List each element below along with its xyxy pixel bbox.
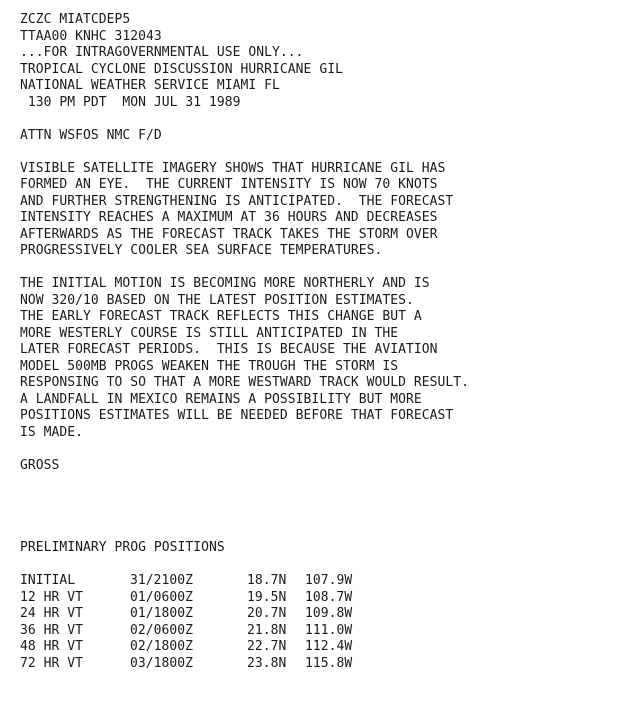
paragraph-line: PROGRESSIVELY COOLER SEA SURFACE TEMPERATURES. <box>20 243 383 258</box>
prog-positions-table <box>20 573 620 672</box>
prog-time: 01/0600Z <box>130 589 194 605</box>
attn-line: ATTN WSFOS NMC F/D <box>20 127 162 143</box>
prog-time: 02/1800Z <box>130 639 194 654</box>
prog-lon: 112.4W <box>305 639 353 654</box>
discussion-document <box>20 12 620 672</box>
table-row <box>20 623 620 640</box>
spacer <box>20 144 620 161</box>
header-line: NATIONAL WEATHER SERVICE MIAMI FL <box>20 78 280 93</box>
paragraph-line: MODEL 500MB PROGS WEAKEN THE TROUGH THE STORM IS <box>20 358 399 374</box>
prog-lon: 115.8W <box>305 655 353 671</box>
table-row <box>20 639 620 656</box>
paragraph-line: THE EARLY FORECAST TRACK REFLECTS THIS CHANGE BUT A <box>20 309 422 324</box>
prog-lon: 108.7W <box>305 589 353 605</box>
header-block <box>20 12 620 111</box>
table-row <box>20 590 620 607</box>
paragraph-motion <box>20 276 620 441</box>
paragraph-line: A LANDFALL IN MEXICO REMAINS A POSSIBILITY BUT MORE <box>20 391 422 407</box>
table-row <box>20 606 620 623</box>
spacer <box>20 474 620 524</box>
header-line: TTAA00 KNHC 312043 <box>20 28 162 44</box>
paragraph-line: THE INITIAL MOTION IS BECOMING MORE NORTHERLY AND IS <box>20 276 430 291</box>
prog-label: 12 HR VT <box>20 589 84 605</box>
prog-lon: 107.9W <box>305 573 353 588</box>
paragraph-intensity <box>20 161 620 260</box>
prog-time: 02/0600Z <box>130 622 194 638</box>
paragraph-line: FORMED AN EYE. THE CURRENT INTENSITY IS NOW 70 KNOTS <box>20 177 438 192</box>
paragraph-line: LATER FORECAST PERIODS. THIS IS BECAUSE THE AVIATION <box>20 342 438 357</box>
table-row <box>20 573 620 590</box>
prog-label: 48 HR VT <box>20 639 84 654</box>
paragraph-line: AFTERWARDS AS THE FORECAST TRACK TAKES THE STORM OVER <box>20 226 438 242</box>
paragraph-line: POSITIONS ESTIMATES WILL BE NEEDED BEFORE THAT FORECAST <box>20 408 454 423</box>
paragraph-line: IS MADE. <box>20 424 84 440</box>
prog-label: INITIAL <box>20 573 76 588</box>
prog-lat: 19.5N <box>247 589 287 605</box>
prog-label: 72 HR VT <box>20 655 84 671</box>
prog-time: 31/2100Z <box>130 573 194 588</box>
spacer <box>20 524 620 541</box>
spacer <box>20 441 620 458</box>
header-line: ...FOR INTRAGOVERNMENTAL USE ONLY... <box>20 45 304 60</box>
prog-time: 01/1800Z <box>130 606 194 621</box>
table-row <box>20 656 620 673</box>
spacer <box>20 557 620 574</box>
paragraph-line: VISIBLE SATELLITE IMAGERY SHOWS THAT HURRICANE GIL HAS <box>20 160 446 176</box>
prog-title: PRELIMINARY PROG POSITIONS <box>20 540 225 555</box>
prog-label: 36 HR VT <box>20 622 84 638</box>
paragraph-line: RESPONSING TO SO THAT A MORE WESTWARD TRACK WOULD RESULT. <box>20 375 469 390</box>
paragraph-line: NOW 320/10 BASED ON THE LATEST POSITION ESTIMATES. <box>20 292 414 308</box>
spacer <box>20 260 620 277</box>
prog-lat: 22.7N <box>247 639 287 654</box>
prog-lat: 21.8N <box>247 622 287 638</box>
signature: GROSS <box>20 457 60 473</box>
spacer <box>20 111 620 128</box>
paragraph-line: AND FURTHER STRENGTHENING IS ANTICIPATED. THE FORECAST <box>20 193 454 209</box>
paragraph-line: MORE WESTERLY COURSE IS STILL ANTICIPATED IN THE <box>20 325 399 341</box>
header-line: TROPICAL CYCLONE DISCUSSION HURRICANE GIL <box>20 61 343 77</box>
prog-lon: 109.8W <box>305 606 353 621</box>
header-line: ZCZC MIATCDEP5 <box>20 12 131 27</box>
prog-label: 24 HR VT <box>20 606 84 621</box>
prog-lat: 23.8N <box>247 655 287 671</box>
paragraph-line: INTENSITY REACHES A MAXIMUM AT 36 HOURS AND DECREASES <box>20 210 438 225</box>
prog-lat: 18.7N <box>247 573 287 588</box>
prog-lon: 111.0W <box>305 622 353 638</box>
prog-lat: 20.7N <box>247 606 287 621</box>
header-line: 130 PM PDT MON JUL 31 1989 <box>20 94 241 110</box>
prog-time: 03/1800Z <box>130 655 194 671</box>
